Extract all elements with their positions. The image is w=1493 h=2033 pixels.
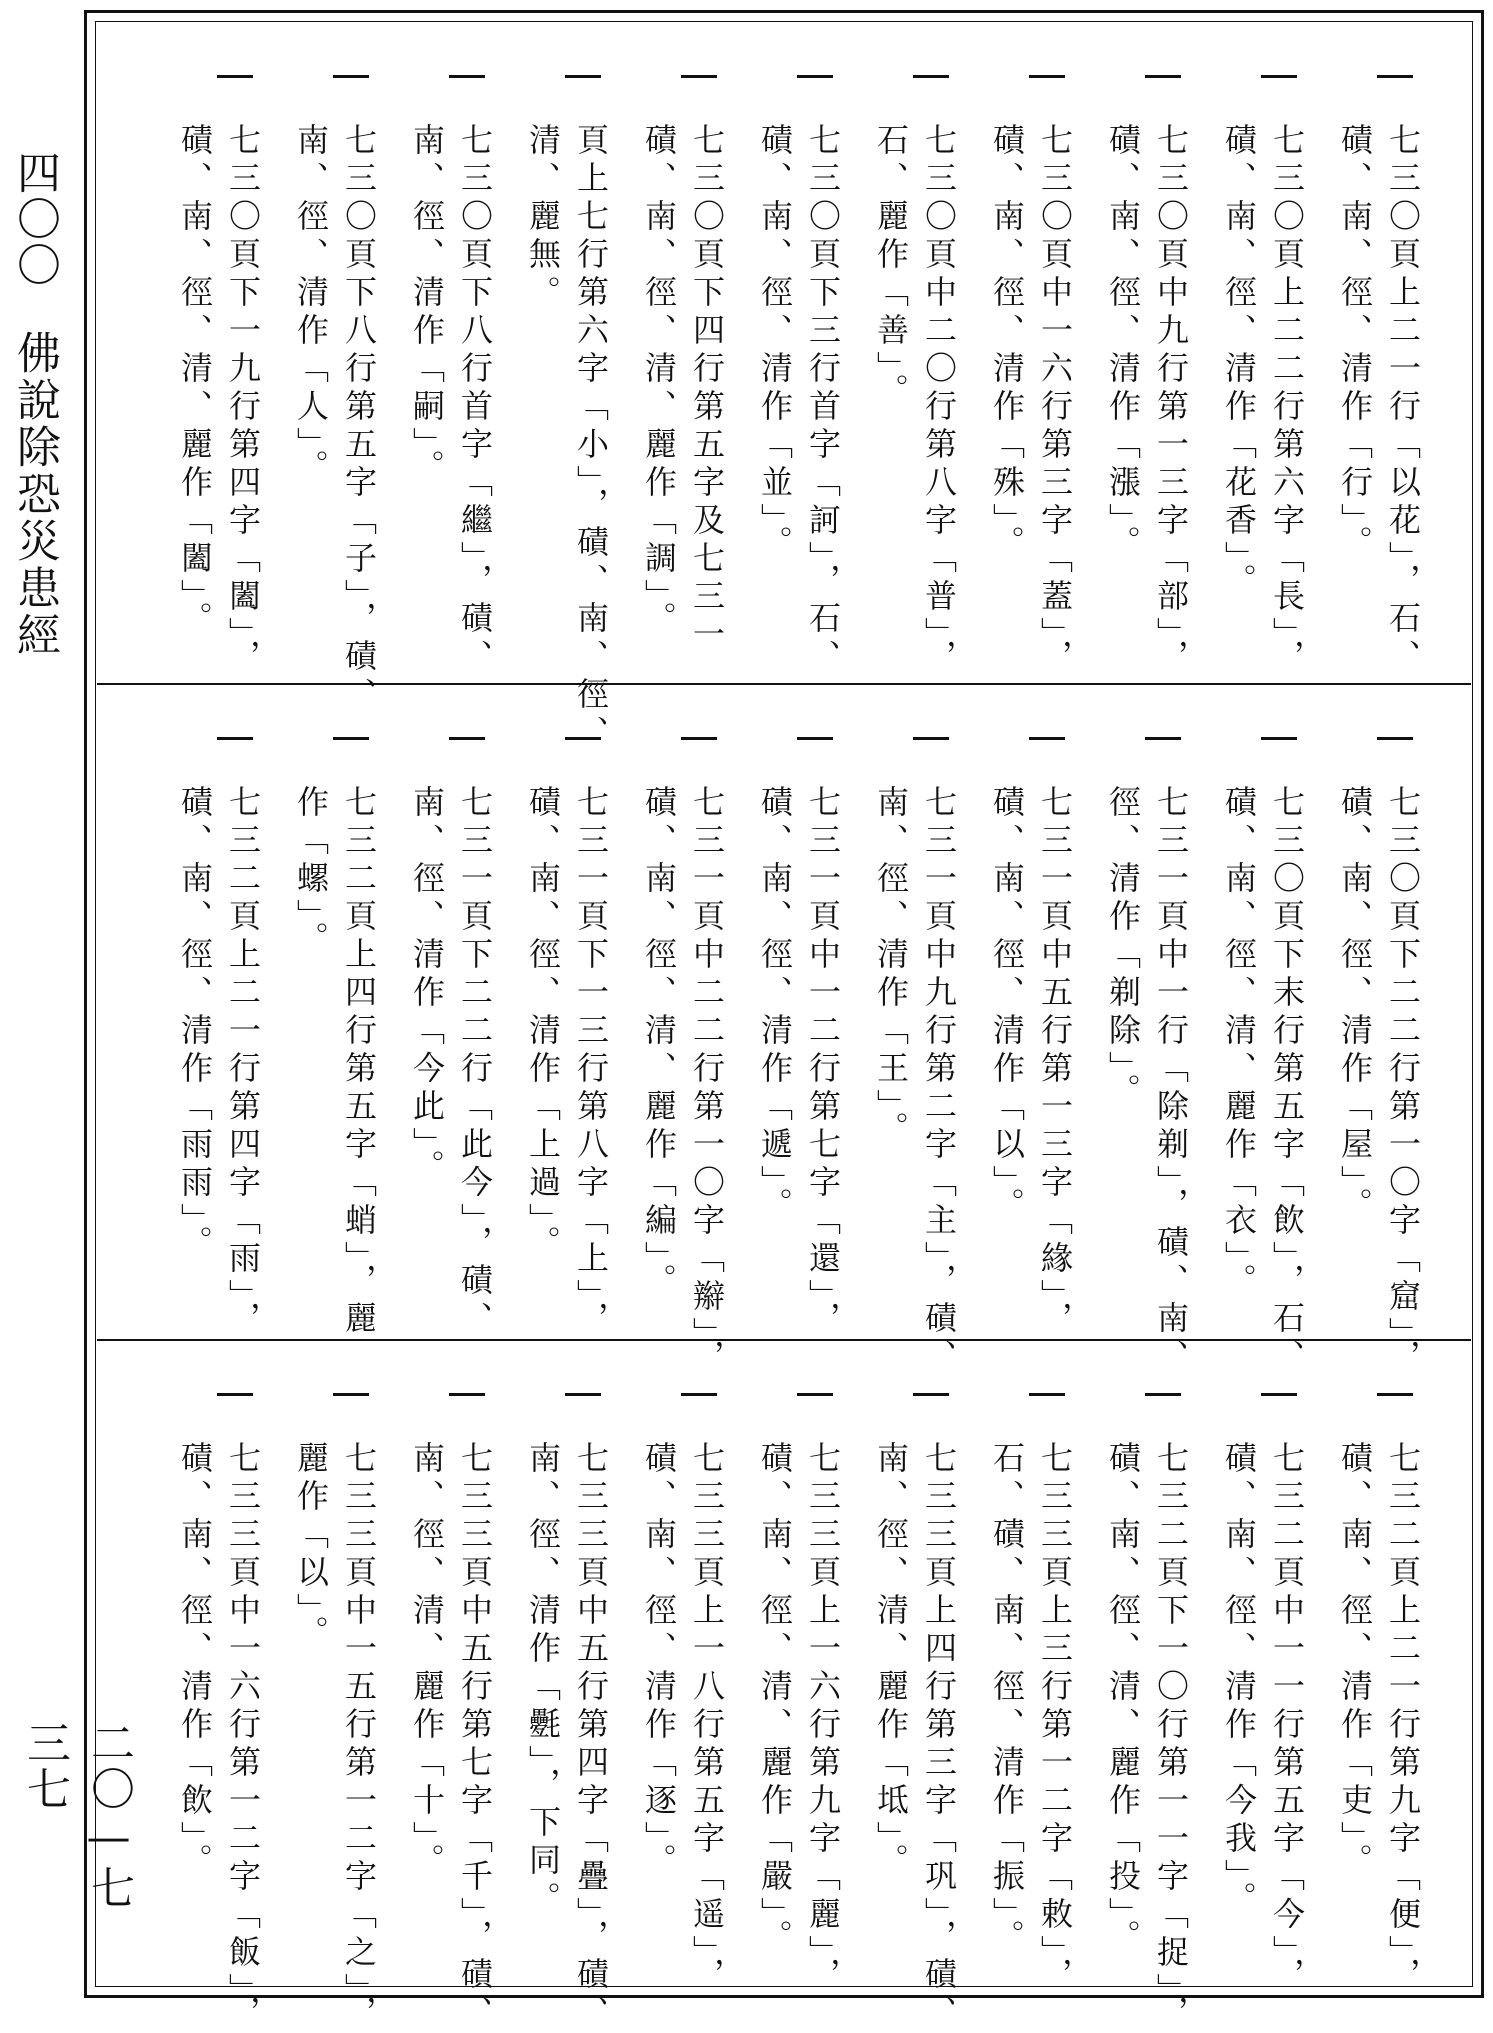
entry-marker [449,1393,485,1396]
entry-line-1: 七三〇頁下三行首字「訶」，石、 [804,123,842,677]
entry-line-1: 七三二頁下一〇行第一一字「捉」， [1152,1441,1190,2033]
entry-line-1: 七三〇頁中一六行第三字「蓋」， [1036,123,1074,677]
entry-marker [1145,75,1181,78]
entry-marker [333,1393,369,1396]
entry-line-1: 七三〇頁上二一行「以花」，石、 [1384,123,1422,677]
entry-line-1: 七三〇頁中二〇行第八字「普」， [920,123,958,677]
entry-line-1: 七三一頁中九行第二字「主」，磧、 [920,785,958,1377]
entry-marker [681,737,717,740]
entry-line-1: 七三二頁中一一行第五字「今」， [1268,1441,1306,1995]
entry-line-1: 七三一頁中二二行第一〇字「辮」， [688,785,726,1377]
entry-line-1: 七三〇頁下八行首字「繼」，磧、 [456,123,494,677]
collation-entry [985,685,1101,1339]
entry-line-2: 磧、南、徑、清、麗作「調」。 [640,123,678,639]
collation-entry [753,23,869,683]
collation-entry [1217,1341,1333,1995]
entry-line-2: 石、麗作「善」。 [872,123,910,411]
entry-line-2: 磧、南、徑、清、麗作「編」。 [640,785,678,1301]
page-number: 二〇—七三七 [19,1720,134,1911]
collation-entry [173,23,289,683]
collation-entry [173,1341,289,2033]
collation-entry [405,685,521,1339]
entry-line-2: 磧、南、徑、清、麗作「闔」。 [176,123,214,639]
entry-marker [565,75,601,78]
entry-marker [913,1393,949,1396]
entry-line-2: 磧、南、徑、清作「並」。 [756,123,794,563]
entry-line-1: 七三三頁上四行第三字「巩」，磧、 [920,1441,958,2033]
entry-marker [333,737,369,740]
collation-entry [985,1341,1101,1995]
entry-line-1: 七三〇頁中九行第一三字「部」， [1152,123,1190,677]
entry-marker [565,1393,601,1396]
collation-entry [985,23,1101,683]
entry-line-2: 南、徑、清作「嗣」。 [408,123,446,487]
collation-entry [869,685,985,1377]
collation-entry [521,1341,637,2033]
entry-line-1: 七三一頁中五行第一三字「緣」， [1036,785,1074,1339]
entry-marker [913,737,949,740]
collation-entry [289,1341,405,2033]
entry-line-2: 磧、南、徑、清作「飲」。 [176,1441,214,1881]
page-margin [0,150,134,1950]
entry-marker [217,1393,253,1396]
entry-line-2: 磧、南、徑、清作「雨雨」。 [176,785,214,1263]
entry-marker [681,75,717,78]
entry-line-1: 七三三頁中五行第七字「千」，磧、 [456,1441,494,2033]
entry-marker [1261,75,1297,78]
collation-entry [753,1341,869,1995]
entry-line-1: 七三一頁下一三行第八字「上」， [572,785,610,1339]
collation-entry [521,23,637,753]
entry-line-1: 七三一頁中一行「除剃」，磧、南、 [1152,785,1190,1377]
band-bottom [97,1341,1471,2033]
entry-marker [681,1393,717,1396]
entry-marker [797,737,833,740]
entry-line-2: 磧、南、徑、清作「今我」。 [1220,1441,1258,1919]
entry-line-1: 七三三頁上三行第一二字「敕」， [1036,1441,1074,1995]
sutra-title: 佛說除恐災患經 [9,330,60,659]
entry-line-2: 磧、南、徑、清、麗作「嚴」。 [756,1441,794,1957]
collation-entry [869,1341,985,2033]
band-columns [97,1341,1471,2033]
entry-marker [1145,1393,1181,1396]
entry-marker [217,75,253,78]
entry-line-2: 南、徑、清作「今此」。 [408,785,446,1187]
entry-marker [565,737,601,740]
entry-marker [1261,737,1297,740]
entry-line-2: 磧、南、徑、清作「屋」。 [1336,785,1374,1225]
entry-line-2: 磧、南、徑、清作「花香」。 [1220,123,1258,601]
collation-entry [1101,685,1217,1377]
entry-line-1: 七三一頁中一二行第七字「還」， [804,785,842,1339]
entry-marker [1377,1393,1413,1396]
entry-marker [1029,737,1065,740]
entry-marker [1029,75,1065,78]
entry-line-2: 磧、南、徑、清作「漲」。 [1104,123,1142,563]
entry-line-2: 作「螺」。 [292,785,330,959]
entry-marker [449,75,485,78]
collation-entry [1333,23,1449,683]
entry-line-1: 頁上七行第六字「小」，磧、南、徑、 [572,123,610,753]
collation-entry [521,685,637,1339]
entry-marker [449,737,485,740]
band-top [97,23,1471,753]
collation-entry [1101,23,1217,683]
entry-line-1: 七三三頁上一八行第五字「遥」， [688,1441,726,1995]
entry-line-2: 南、徑、清、麗作「坻」。 [872,1441,910,1881]
entry-marker [333,75,369,78]
entry-line-1: 七三二頁上四行第五字「蛸」，麗 [340,785,378,1339]
entry-line-2: 磧、南、徑、清作「以」。 [988,785,1026,1225]
entry-marker [1377,737,1413,740]
entry-line-2: 清、麗無。 [524,123,562,313]
entry-marker [1377,75,1413,78]
entry-line-1: 七三三頁中一六行第一二字「飯」， [224,1441,262,2033]
collation-entry [405,23,521,683]
collation-entry [1217,685,1333,1377]
entry-line-1: 七三〇頁下四行第五字及七三一 [688,123,726,655]
entry-marker [797,1393,833,1396]
entry-line-2: 南、徑、清作「王」。 [872,785,910,1149]
entry-line-2: 磧、南、徑、清作「行」。 [1336,123,1374,563]
band-columns [97,685,1471,1377]
entry-marker [1145,737,1181,740]
entry-line-1: 七三〇頁下一九行第四字「闔」， [224,123,262,677]
entry-marker [217,737,253,740]
entry-line-2: 磧、南、徑、清作「逐」。 [640,1441,678,1881]
entry-line-1: 七三二頁上二一行第九字「便」， [1384,1441,1422,1995]
entry-line-1: 七三三頁中一五行第一二字「之」， [340,1441,378,2033]
entry-line-2: 徑、清作「剃除」。 [1104,785,1142,1111]
entry-line-1: 七三〇頁上二二行第六字「長」， [1268,123,1306,677]
collation-entry [173,685,289,1339]
collation-entry [869,23,985,683]
entry-line-1: 七三三頁上一六行第九字「麗」， [804,1441,842,1995]
entry-line-2: 磧、南、徑、清作「殊」。 [988,123,1026,563]
entry-line-2: 磧、南、徑、清、麗作「衣」。 [1220,785,1258,1301]
band-columns [97,23,1471,753]
entry-line-2: 南、徑、清作「氎」，下同。 [524,1441,562,1919]
entry-line-1: 七三一頁下二二行「此今」，磧、 [456,785,494,1339]
collation-entry [637,1341,753,1995]
entry-line-1: 七三三頁中五行第四字「疊」，磧、 [572,1441,610,2033]
collation-entry [1101,1341,1217,2033]
entry-line-2: 石、磧、南、徑、清作「振」。 [988,1441,1026,1957]
entry-line-2: 磧、南、徑、清、麗作「投」。 [1104,1441,1142,1957]
band-middle [97,685,1471,1377]
collation-entry [405,1341,521,2033]
entry-marker [797,75,833,78]
collation-entry [289,685,405,1339]
collation-entry [1217,23,1333,683]
collation-entry [289,23,405,715]
entry-line-1: 七三〇頁下二二行第一〇字「窟」， [1384,785,1422,1377]
entry-marker [1261,1393,1297,1396]
entry-line-2: 南、徑、清作「人」。 [292,123,330,487]
entry-marker [1029,1393,1065,1396]
entry-line-1: 七三〇頁下八行第五字「子」，磧、 [340,123,378,715]
collation-entry [753,685,869,1339]
collation-entry [1333,685,1449,1377]
collation-entry [1333,1341,1449,1995]
entry-line-1: 七三〇頁下末行第五字「飲」，石、 [1268,785,1306,1377]
collation-entry [637,23,753,683]
entry-line-2: 麗作「以」。 [292,1441,330,1653]
volume-number: 四〇〇 [9,150,60,288]
entry-marker [913,75,949,78]
entry-line-1: 七三二頁上二一行第四字「雨」， [224,785,262,1339]
entry-line-2: 磧、南、徑、清作「吏」。 [1336,1441,1374,1881]
collation-entry [637,685,753,1377]
entry-line-2: 南、徑、清、麗作「十」。 [408,1441,446,1881]
entry-line-2: 磧、南、徑、清作「上過」。 [524,785,562,1263]
entry-line-2: 磧、南、徑、清作「遞」。 [756,785,794,1225]
page-frame [84,10,1484,2033]
